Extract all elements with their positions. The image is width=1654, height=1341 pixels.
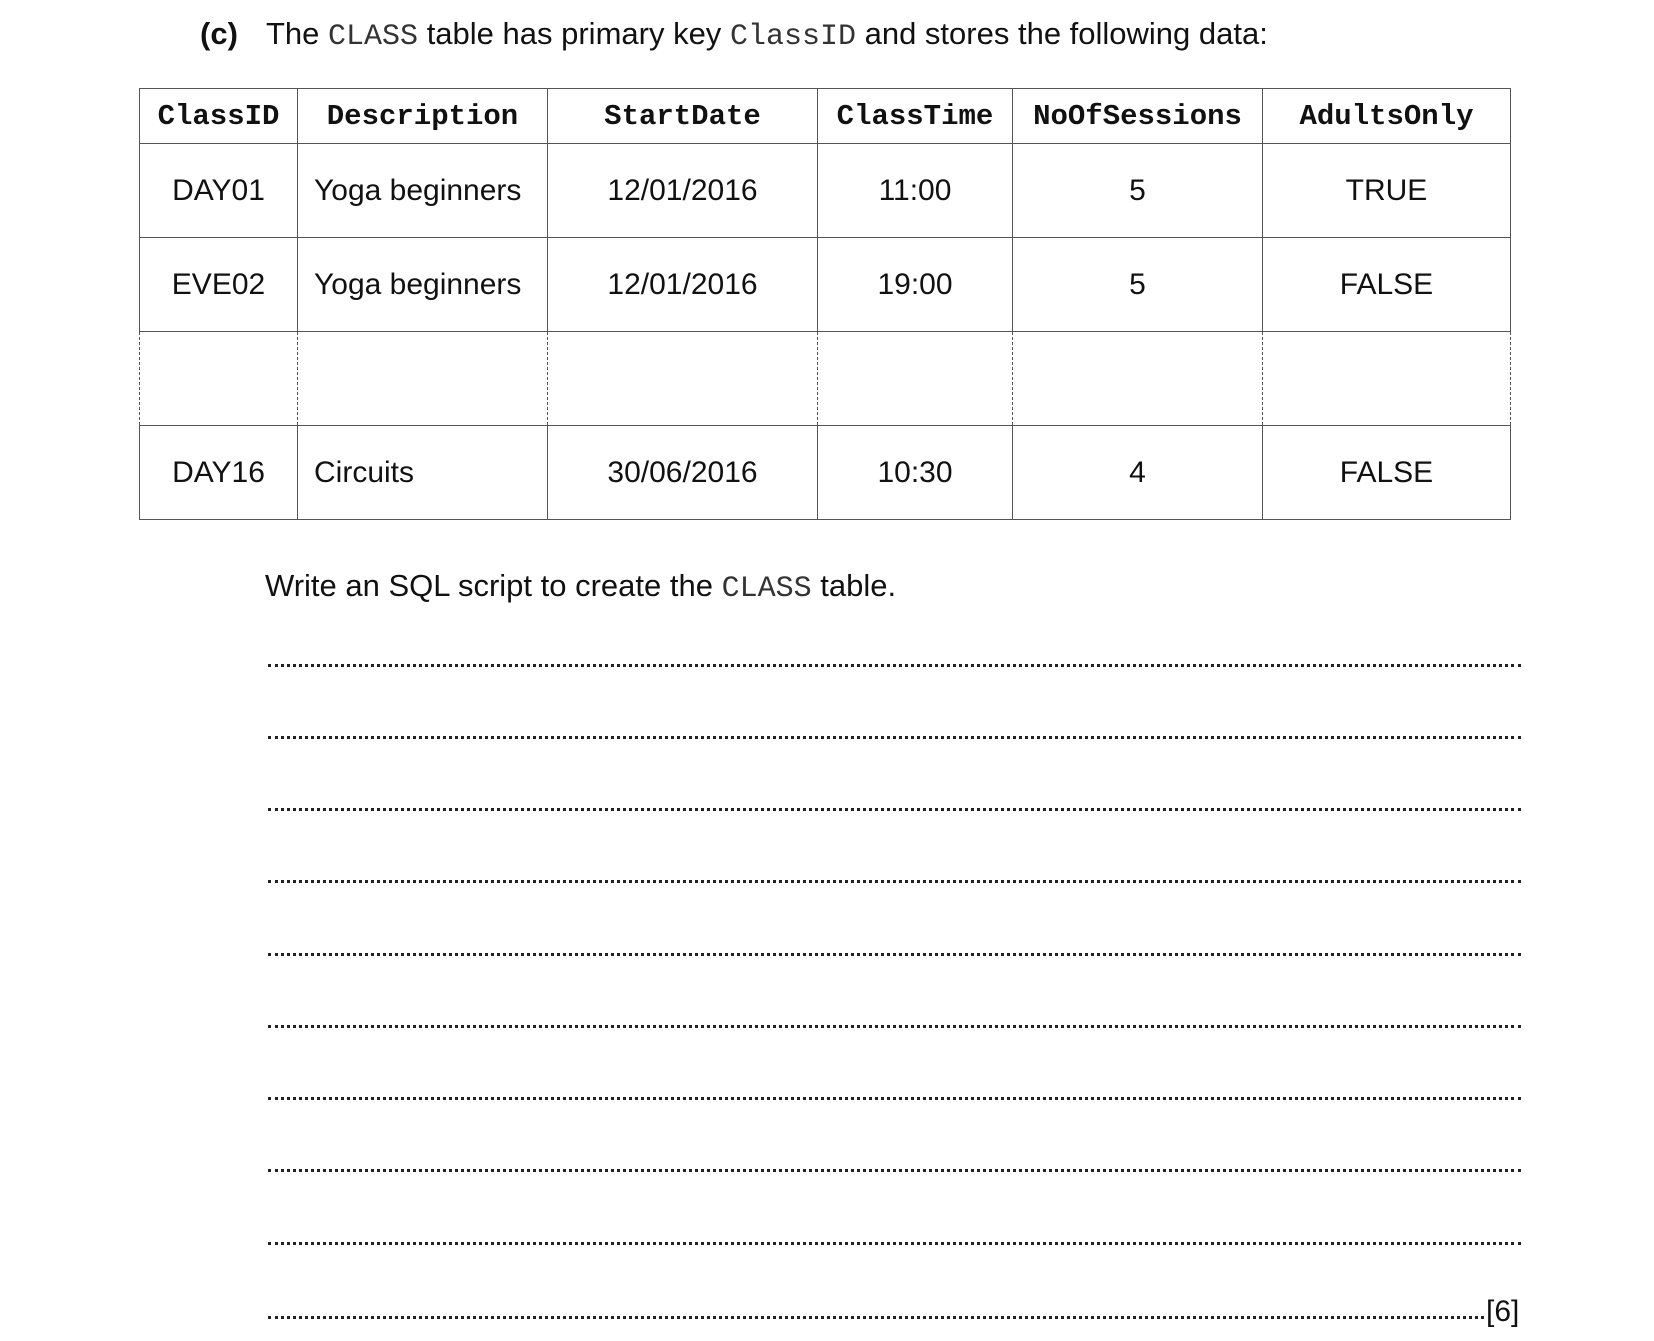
cell-classid: DAY16 — [140, 426, 298, 520]
cell-startdate: 12/01/2016 — [548, 144, 818, 238]
cell-description: Circuits — [298, 426, 548, 520]
cell-classid: EVE02 — [140, 238, 298, 332]
header-adultsonly: AdultsOnly — [1263, 89, 1511, 144]
cell-adultsonly: TRUE — [1263, 144, 1511, 238]
header-classid: ClassID — [140, 89, 298, 144]
cell-empty — [140, 332, 298, 426]
answer-line[interactable] — [268, 1097, 1521, 1100]
cell-classtime: 11:00 — [818, 144, 1013, 238]
cell-startdate: 12/01/2016 — [548, 238, 818, 332]
question-text-after: and stores the following data: — [864, 16, 1268, 51]
answer-line[interactable] — [268, 1316, 1484, 1319]
class-data-table — [139, 88, 1511, 520]
instruction-text — [265, 566, 896, 609]
table-row-omitted — [140, 332, 1511, 426]
answer-line[interactable] — [268, 880, 1521, 883]
cell-noofsessions: 5 — [1013, 144, 1263, 238]
cell-description: Yoga beginners — [298, 238, 548, 332]
table-row — [140, 426, 1511, 520]
header-classtime: ClassTime — [818, 89, 1013, 144]
instruction-text-before: Write an SQL script to create the — [265, 568, 713, 603]
answer-line[interactable] — [268, 1025, 1521, 1028]
cell-empty — [818, 332, 1013, 426]
cell-classtime: 19:00 — [818, 238, 1013, 332]
answer-line[interactable] — [268, 1169, 1521, 1172]
table-row — [140, 144, 1511, 238]
cell-noofsessions: 4 — [1013, 426, 1263, 520]
answer-line[interactable] — [268, 1242, 1521, 1245]
header-startdate: StartDate — [548, 89, 818, 144]
question-text-before: The — [266, 16, 320, 51]
cell-adultsonly: FALSE — [1263, 238, 1511, 332]
question-text — [200, 14, 1268, 57]
cell-empty — [548, 332, 818, 426]
instruction-table-name-code: CLASS — [721, 572, 812, 606]
cell-empty — [298, 332, 548, 426]
cell-classtime: 10:30 — [818, 426, 1013, 520]
cell-classid: DAY01 — [140, 144, 298, 238]
marks-label: [6] — [1486, 1295, 1520, 1328]
cell-empty — [1263, 332, 1511, 426]
cell-noofsessions: 5 — [1013, 238, 1263, 332]
header-noofsessions: NoOfSessions — [1013, 89, 1263, 144]
header-description: Description — [298, 89, 548, 144]
cell-empty — [1013, 332, 1263, 426]
answer-line[interactable] — [268, 808, 1521, 811]
table-name-code: CLASS — [328, 20, 419, 54]
instruction-text-after: table. — [820, 568, 897, 603]
answer-line[interactable] — [268, 953, 1521, 956]
cell-description: Yoga beginners — [298, 144, 548, 238]
primary-key-code: ClassID — [729, 20, 856, 54]
question-part-label: (c) — [200, 16, 238, 51]
cell-adultsonly: FALSE — [1263, 426, 1511, 520]
cell-startdate: 30/06/2016 — [548, 426, 818, 520]
answer-line[interactable] — [268, 664, 1521, 667]
question-text-middle: table has primary key — [426, 16, 722, 51]
table-row — [140, 238, 1511, 332]
table-header-row — [140, 89, 1511, 144]
answer-line[interactable] — [268, 736, 1521, 739]
